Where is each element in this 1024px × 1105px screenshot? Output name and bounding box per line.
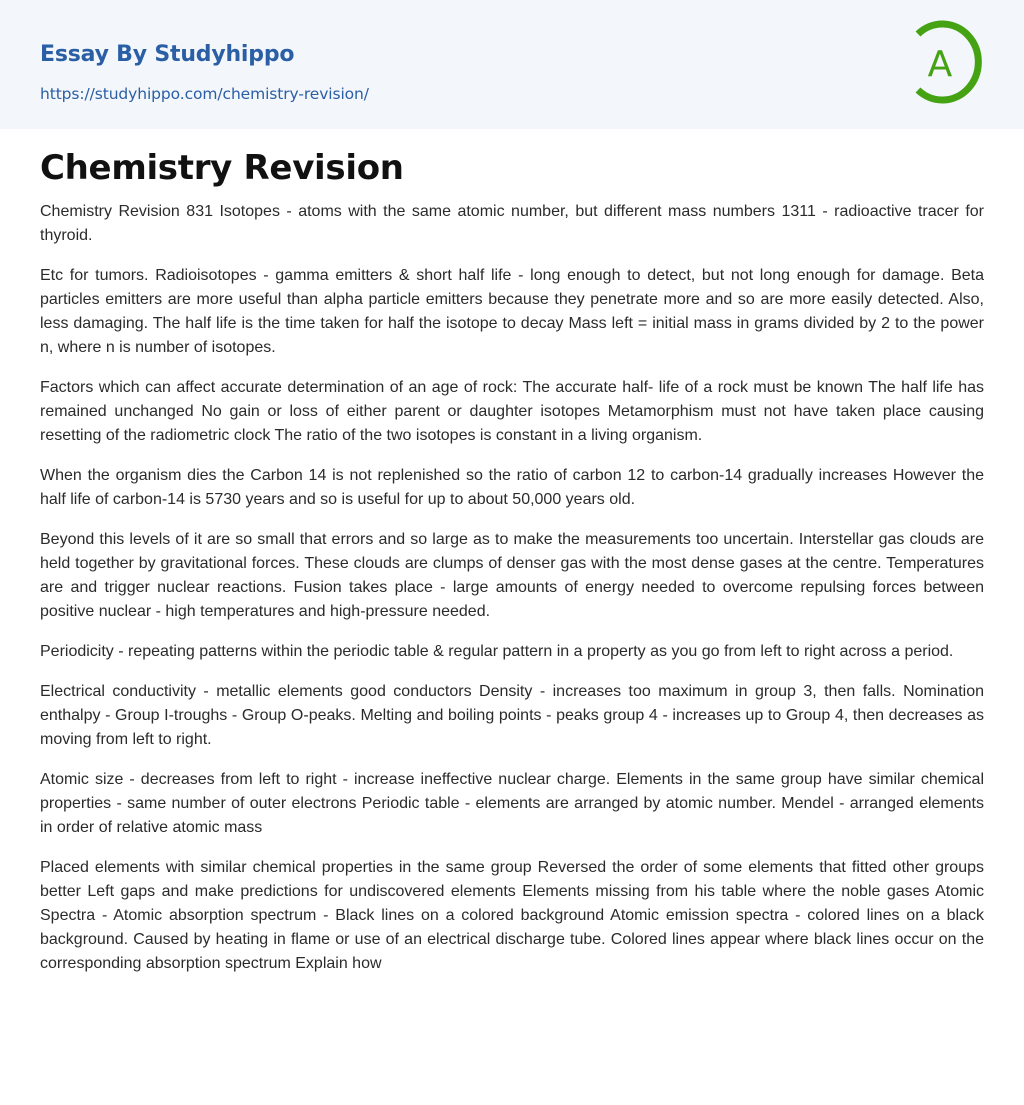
essay-paragraph: Chemistry Revision 831 Isotopes - atoms with the same atomic number, but different mass numbers 1311 - radioactive tracer for thyroid. bbox=[40, 203, 984, 244]
essay-paragraph: Electrical conductivity - metallic elements good conductors Density - increases too maximum in group 3, then falls. Nomination enthalpy - Group I-troughs - Group O-peaks. Melting and boiling points - peaks group 4 - increases up to Group 4, then decreases as moving from left to right. bbox=[40, 683, 984, 748]
essay-paragraph: Atomic size - decreases from left to right - increase ineffective nuclear charge. Elements in the same group have similar chemical properties - same number of outer electrons Periodic table - elements are arranged by atomic number. Mendel - arranged elements in order of relative atomic mass bbox=[40, 771, 984, 836]
source-url-link[interactable]: https://studyhippo.com/chemistry-revision/ bbox=[40, 85, 369, 103]
essay-paragraph: Placed elements with similar chemical properties in the same group Reversed the order of some elements that fitted other groups better Left gaps and make predictions for undiscovered elements Elements missing from his table where the noble gases Atomic Spectra - Atomic absorption spectrum - Black lines on a colored background Atomic emission spectra - colored lines on a black background. Caused by heating in flame or use of an electrical discharge tube. Colored lines appear where black lines occur on the corresponding absorption spectrum Explain how bbox=[40, 859, 984, 972]
essay-body bbox=[40, 200, 984, 992]
studyhippo-logo-icon[interactable] bbox=[906, 18, 990, 106]
site-header bbox=[0, 0, 1024, 129]
brand-title: Essay By Studyhippo bbox=[40, 42, 295, 67]
logo-letter: A bbox=[927, 44, 953, 85]
page-title: Chemistry Revision bbox=[40, 148, 404, 188]
essay-paragraph: Factors which can affect accurate determination of an age of rock: The accurate half- life of a rock must be known The half life has remained unchanged No gain or loss of either parent or daughter isotopes Metamorphism must not have taken place causing resetting of the radiometric clock The ratio of the two isotopes is constant in a living organism. bbox=[40, 379, 984, 444]
essay-paragraph: Etc for tumors. Radioisotopes - gamma emitters & short half life - long enough to detect, but not long enough for damage. Beta particles emitters are more useful than alpha particle emitters because they penetrate more and so are more easily detected. Also, less damaging. The half life is the time taken for half the isotope to decay Mass left = initial mass in grams divided by 2 to the power n, where n is number of isotopes. bbox=[40, 267, 984, 356]
essay-paragraph: When the organism dies the Carbon 14 is not replenished so the ratio of carbon 12 to carbon-14 gradually increases However the half life of carbon-14 is 5730 years and so is useful for up to about 50,000 years old. bbox=[40, 467, 984, 508]
essay-paragraph: Periodicity - repeating patterns within the periodic table & regular pattern in a property as you go from left to right across a period. bbox=[40, 643, 954, 660]
essay-paragraph: Beyond this levels of it are so small that errors and so large as to make the measurements too uncertain. Interstellar gas clouds are held together by gravitational forces. These clouds are clumps of denser gas with the most dense gases at the centre. Temperatures are and trigger nuclear reactions. Fusion takes place - large amounts of energy needed to overcome repulsing forces between positive nuclear - high temperatures and high-pressure needed. bbox=[40, 531, 984, 620]
